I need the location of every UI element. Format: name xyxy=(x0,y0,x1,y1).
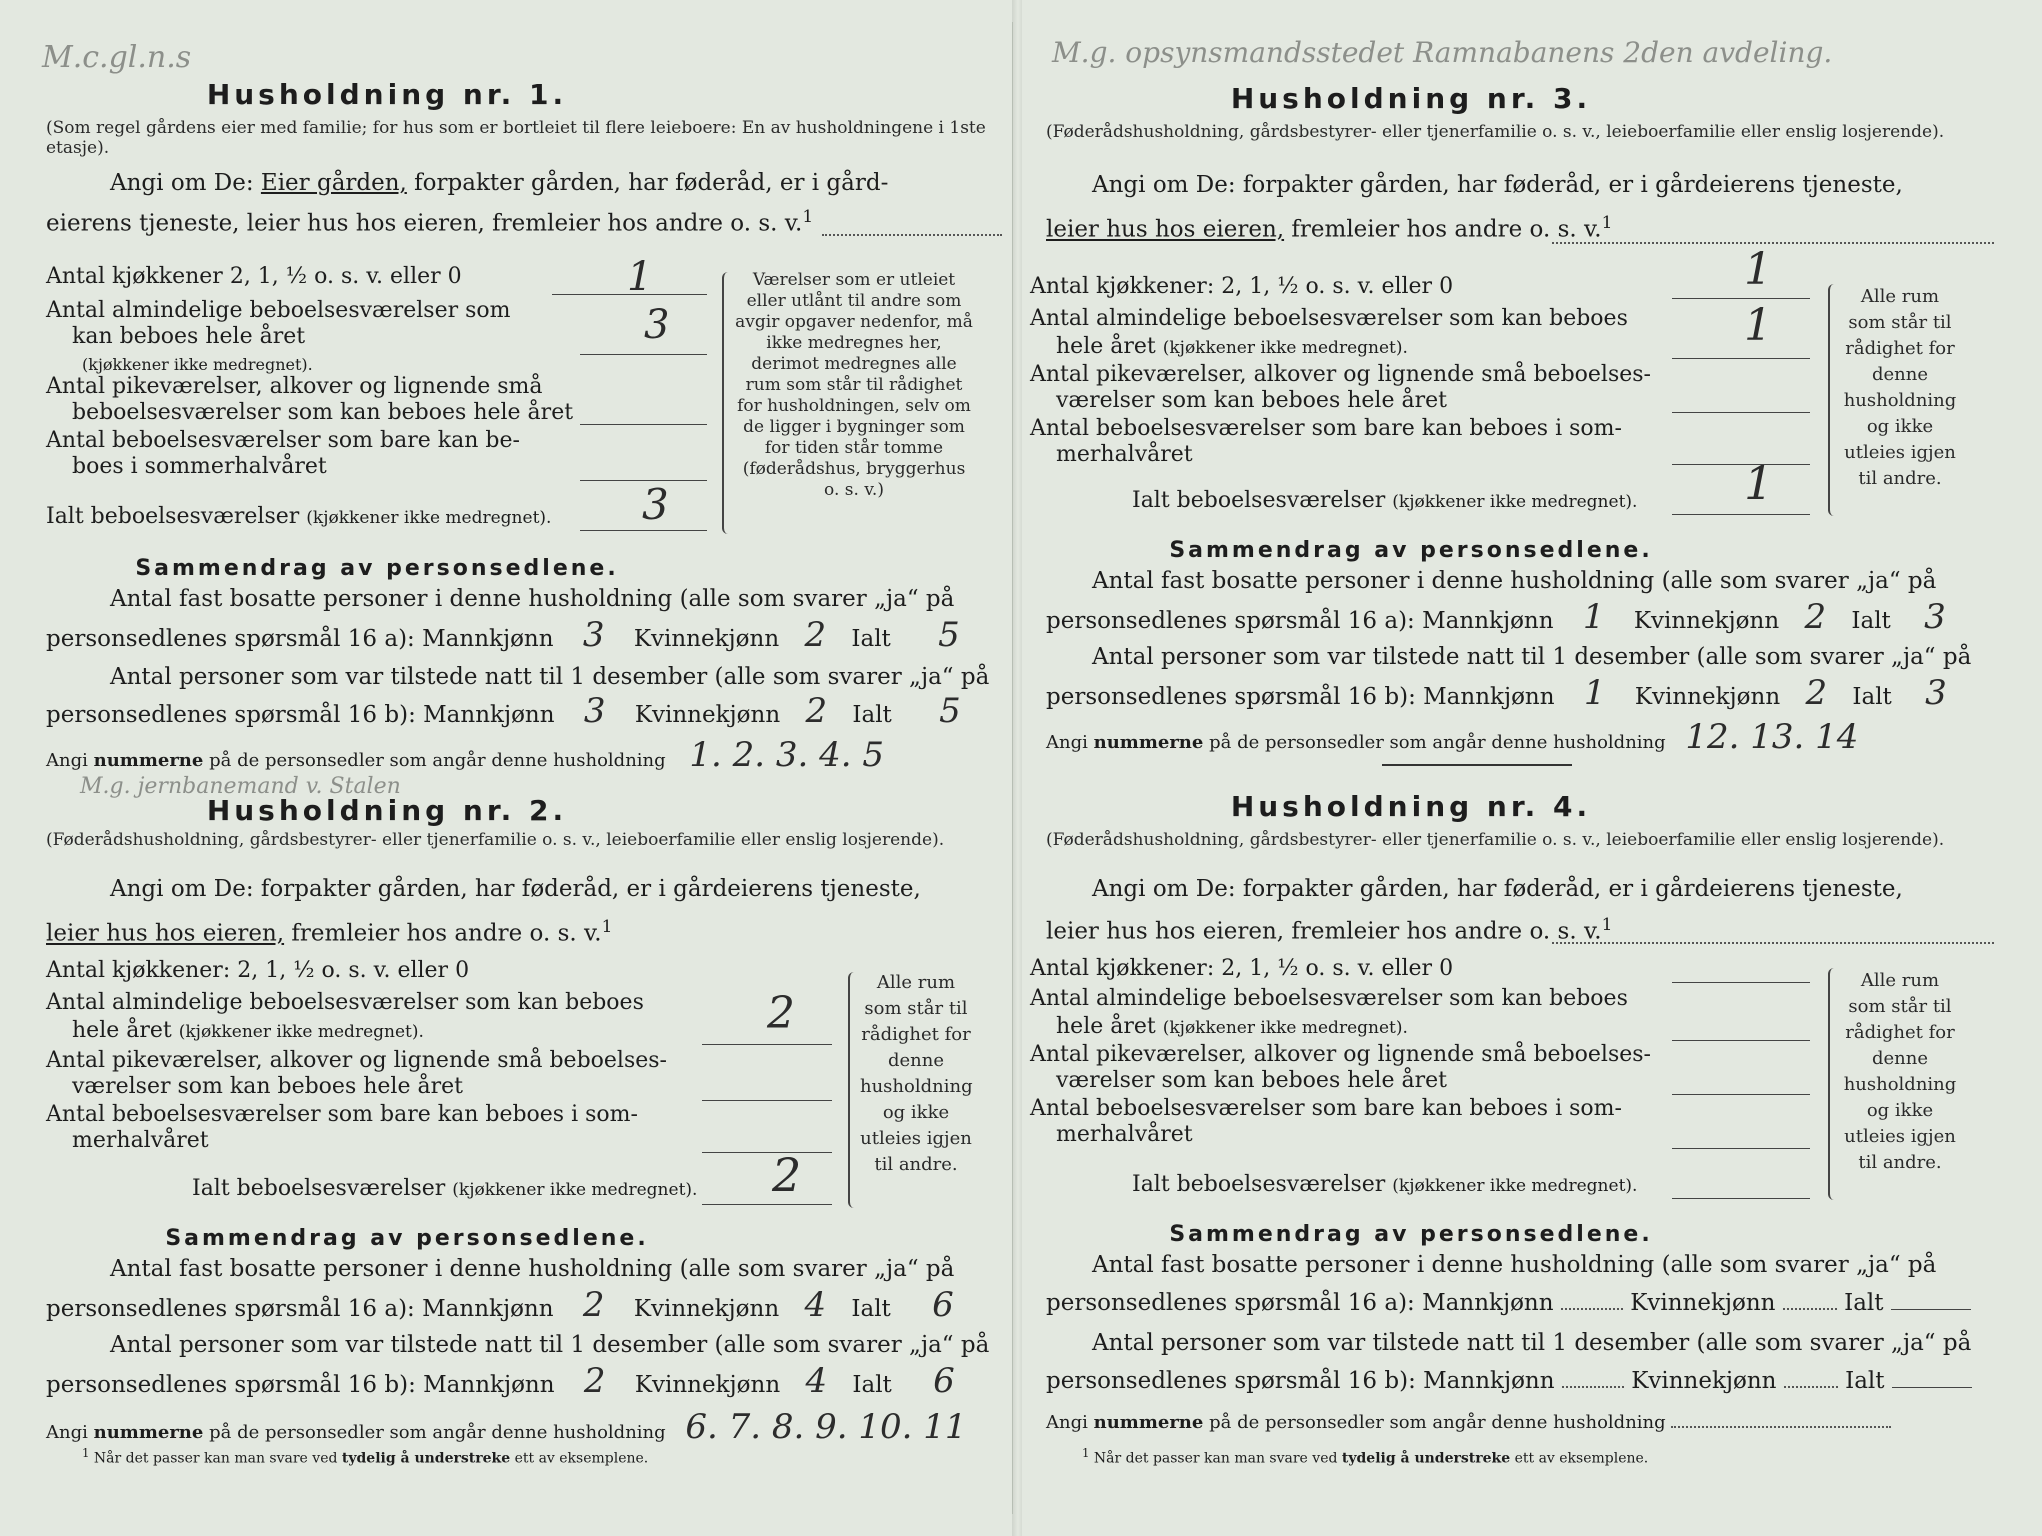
h1-kitchens-value: 1 xyxy=(627,254,653,300)
h3-16a: personsedlenes spørsmål 16 a): Mannkjønn 1 Kvinnekjønn 2 Ialt 3 xyxy=(1046,602,1996,636)
footnote-right: $^1$ Når det passer kan man svare ved tydelig å understreke ett av eksemplene. xyxy=(1082,1446,1649,1467)
h1-nummer-value: 1. 2. 3. 4. 5 xyxy=(689,735,885,775)
h1-angi-line1: Angi om De: Eier gården, forpakter gården, har føderåd, er i gård- xyxy=(110,170,889,196)
h3-kitchens-value: 1 xyxy=(1744,244,1772,295)
h4-angi-line2: leier hus hos eieren, fremleier hos andre o. s. v.$^1$ xyxy=(1046,915,1613,945)
h2-16a-ialt: 6 xyxy=(932,1285,954,1325)
h2-brace-note: Alle rum som står til rådighet for denne husholdning og ikke utleies igjen til andre. xyxy=(860,972,973,1175)
h2-ialt: Ialt beboelsesværelser (kjøkkener ikke medregnet). xyxy=(192,1176,698,1201)
h1-kitchens-label: Antal kjøkkener 2, 1, ½ o. s. v. eller 0 xyxy=(46,264,462,289)
page-fold xyxy=(1012,0,1022,1536)
h2-nummer-value: 6. 7. 8. 9. 10. 11 xyxy=(685,1407,967,1447)
h3-ialt-value: 1 xyxy=(1744,456,1774,510)
h3-note: (Føderådshusholdning, gårdsbestyrer- eller tjenerfamilie o. s. v., leieboerfamilie eller enslig losjerende). xyxy=(1046,122,1945,142)
h3-leier-underlined: leier hus hos eieren, xyxy=(1046,216,1285,243)
h1-16b-m: 3 xyxy=(583,691,606,731)
h1-16a-ialt: 5 xyxy=(938,615,960,655)
h2-angi-line2: leier hus hos eieren, fremleier hos andre o. s. v.$^1$ xyxy=(46,917,613,947)
h2-16b-m: 2 xyxy=(583,1361,606,1401)
h4-summary-title: Sammendrag av personsedlene. xyxy=(1169,1222,1653,1247)
h2-16b-k: 4 xyxy=(805,1361,828,1401)
h1-angi-line2: eierens tjeneste, leier hus hos eieren, fremleier hos andre o. s. v.$^1$ xyxy=(46,207,814,237)
h4-16a: personsedlenes spørsmål 16 a): Mannkjønn Kvinnekjønn Ialt xyxy=(1046,1288,1996,1318)
right-page: M.g. opsynsmandsstedet Ramnabanens 2den avdeling. Husholdning nr. 3. (Føderådshusholdning, gårdsbestyrer- eller tjenerfamilie o. s. v., leieboerfamilie eller enslig losjerende). Angi om De: forpakter gården, har føderåd, er i gårdeierens tjeneste, leier hus hos eieren, fremleier hos andre o. s. v.$^1$ Antal kjøkkener: 2, 1, ½ o. s. v. eller 0 1 Antal almindelige beboelsesværelser som kan beboes hele året (kjøkkener ikke medregnet). 1 Antal pikeværelser, alkover og lignende små beboelses- værelser som kan beboes hele året Antal beboelsesværelser som bare kan beboes i som- merhalvåret Ialt beboelsesværelser (kjøkkener ikke medregnet). 1 Alle rum som står til rådighet for denne husholdning og ikke utleies igjen til andre. Sammendrag av personsedlene. Antal fast bosatte personer i denne husholdning (alle som svarer „ja“ på personsedlenes spørsmål 16 a): Mannkjønn 1 Kvinnekjønn 2 Ialt 3 Antal personer som var tilstede natt til 1 desember (alle som svarer „ja“ på personsedlenes spørsmål 16 b): Mannkjønn 1 Kvinnekjønn 2 Ialt 3 Angi nummerne på de personsedler som angår denne husholdning 12. 13. 14 Husholdning nr. 4. (Føderådshusholdning, gårdsbestyrer- eller tjenerfamilie o. s. v., leieboerfamilie eller enslig losjerende). Angi om De: forpakter gården, har føderåd, er i gårdeierens tjeneste, leier hus hos eieren, fremleier hos andre o. s. v.$^1$ Antal kjøkkener: 2, 1, ½ o. s. v. eller 0 Antal almindelige beboelsesværelser som kan beboes hele året (kjøkkener ikke medregnet). Antal pikeværelser, alkover og lignende små beboelses- værelser som kan beboes hele året Antal beboelsesværelser som bare kan beboes i som- merhalvåret Ialt beboelsesværelser (kjøkkener ikke medregnet). Alle rum som står til rådighet for denne husholdning og ikke utleies igjen til andre. Sammendrag av personsedlene. Antal fast bosatte personer i denne husholdning (alle som svarer „ja“ på personsedlenes spørsmål 16 a): Mannkjønn Kvinnekjønn Ialt Antal personer som var tilstede natt til 1 desember (alle som svarer „ja“ på personsedlenes spørsmål 16 b): Mannkjønn Kvinnekjønn Ialt Angi nummerne på de personsedler som angår denne husholdning $^1$ Når det passer kan man svare ved tydelig å understreke ett av eksemplene. xyxy=(1022,22,2020,1514)
left-page: M.c.gl.n.s Husholdning nr. 1. (Som regel gårdens eier med familie; for hus som er bortleiet til flere leieboere: En av husholdningene i 1ste etasje). Angi om De: Eier gården, forpakter gården, har føderåd, er i gård- eierens tjeneste, leier hus hos eieren, fremleier hos andre o. s. v.$^1$ Antal kjøkkener 2, 1, ½ o. s. v. eller 0 1 Antal almindelige beboelsesværelser som kan beboes hele året (kjøkkener ikke medregnet). 3 Antal pikeværelser, alkover og lignende små beboelsesværelser som kan beboes hele året Antal beboelsesværelser som bare kan be- boes i sommerhalvåret Ialt beboelsesværelser (kjøkkener ikke medregnet). 3 Værelser som er utleiet eller utlånt til andre som avgir opgaver nedenfor, må ikke medregnes her, derimot medregnes alle rum som står til rådighet for husholdningen, selv om de ligger i bygninger som for tiden står tomme (føderådshus, bryggerhus o. s. v.) Sammendrag av personsedlene. Antal fast bosatte personer i denne husholdning (alle som svarer „ja“ på personsedlenes spørsmål 16 a): Mannkjønn 3 Kvinnekjønn 2 Ialt 5 Antal personer som var tilstede natt til 1 desember (alle som svarer „ja“ på personsedlenes spørsmål 16 b): Mannkjønn 3 Kvinnekjønn 2 Ialt 5 Angi nummerne på de personsedler som angår denne husholdning 1. 2. 3. 4. 5 M.g. jernbanemand v. Stalen Husholdning nr. 2. (Føderådshusholdning, gårdsbestyrer- eller tjenerfamilie o. s. v., leieboerfamilie eller enslig losjerende). Angi om De: forpakter gården, har føderåd, er i gårdeierens tjeneste, leier hus hos eieren, fremleier hos andre o. s. v.$^1$ Antal kjøkkener: 2, 1, ½ o. s. v. eller 0 Antal almindelige beboelsesværelser som kan beboes hele året (kjøkkener ikke medregnet). 2 Antal pikeværelser, alkover og lignende små beboelses- værelser som kan beboes hele året Antal beboelsesværelser som bare kan beboes i som- merhalvåret Ialt beboelsesværelser (kjøkkener ikke medregnet). 2 Alle rum som står til rådighet for denne husholdning og ikke utleies igjen til andre. Sammendrag av personsedlene. Antal fast bosatte personer i denne husholdning (alle som svarer „ja“ på personsedlenes spørsmål 16 a): Mannkjønn 2 Kvinnekjønn 4 Ialt 6 Antal personer som var tilstede natt til 1 desember (alle som svarer „ja“ på personsedlenes spørsmål 16 b): Mannkjønn 2 Kvinnekjønn 4 Ialt 6 Angi nummerne på de personsedler som angår denne husholdning 6. 7. 8. 9. 10. 11 $^1$ Når det passer kan man svare ved tydelig å understreke ett av eksemplene. xyxy=(22,22,1013,1514)
h1-16b: personsedlenes spørsmål 16 b): Mannkjønn 3 Kvinnekjønn 2 Ialt 5 xyxy=(46,696,988,730)
h2-leier-underlined: leier hus hos eieren, xyxy=(46,920,285,947)
h3-nummer: Angi nummerne på de personsedler som angår denne husholdning 12. 13. 14 xyxy=(1046,717,1859,757)
h1-16a-k: 2 xyxy=(804,615,827,655)
h3-angi-line2: leier hus hos eieren, fremleier hos andre o. s. v.$^1$ xyxy=(1046,213,1613,243)
h1-rooms-value: 3 xyxy=(644,302,670,348)
h4-nummer: Angi nummerne på de personsedler som angår denne husholdning xyxy=(1046,1408,1996,1438)
h2-nummer: Angi nummerne på de personsedler som angår denne husholdning 6. 7. 8. 9. 10. 11 xyxy=(46,1407,967,1447)
h3-16a-m: 1 xyxy=(1582,597,1605,637)
footnote-left: $^1$ Når det passer kan man svare ved tydelig å understreke ett av eksemplene. xyxy=(82,1446,649,1467)
h1-16b-k: 2 xyxy=(805,691,828,731)
h3-brace-note: Alle rum som står til rådighet for denne husholdning og ikke utleies igjen til andre. xyxy=(1843,286,1957,489)
pencil-note-right: M.g. opsynsmandsstedet Ramnabanens 2den avdeling. xyxy=(1052,36,1833,69)
h4-note: (Føderådshusholdning, gårdsbestyrer- eller tjenerfamilie o. s. v., leieboerfamilie eller enslig losjerende). xyxy=(1046,830,1945,850)
h3-16a-ialt: 3 xyxy=(1924,597,1946,637)
h1-16b-ialt: 5 xyxy=(939,691,961,731)
h2-16a-m: 2 xyxy=(582,1285,605,1325)
h2-16b-ialt: 6 xyxy=(933,1361,955,1401)
h1-note: (Som regel gårdens eier med familie; for hus som er bortleiet til flere leieboere: En av husholdningene i 1ste etasje). xyxy=(46,118,986,158)
h1-16a-m: 3 xyxy=(582,615,605,655)
h2-16b: personsedlenes spørsmål 16 b): Mannkjønn 2 Kvinnekjønn 4 Ialt 6 xyxy=(46,1366,988,1400)
h4-ialt: Ialt beboelsesværelser (kjøkkener ikke medregnet). xyxy=(1132,1172,1638,1197)
h1-summary-title: Sammendrag av personsedlene. xyxy=(135,556,619,581)
h2-title: Husholdning nr. 2. xyxy=(206,794,568,827)
h3-rooms-value: 1 xyxy=(1744,300,1772,351)
h2-16a-k: 4 xyxy=(804,1285,827,1325)
h1-nummer: Angi nummerne på de personsedler som angår denne husholdning 1. 2. 3. 4. 5 xyxy=(46,735,885,775)
pencil-note: M.c.gl.n.s xyxy=(42,40,192,75)
h3-ialt: Ialt beboelsesværelser (kjøkkener ikke medregnet). xyxy=(1132,488,1638,513)
h2-16a: personsedlenes spørsmål 16 a): Mannkjønn 2 Kvinnekjønn 4 Ialt 6 xyxy=(46,1290,988,1324)
h3-title: Husholdning nr. 3. xyxy=(1230,82,1592,115)
h2-ialt-value: 2 xyxy=(772,1148,802,1202)
h4-title: Husholdning nr. 4. xyxy=(1230,790,1592,823)
h1-16a: personsedlenes spørsmål 16 a): Mannkjønn 3 Kvinnekjønn 2 Ialt 5 xyxy=(46,620,988,654)
h2-rooms-value: 2 xyxy=(767,988,795,1039)
h3-16b-ialt: 3 xyxy=(1925,673,1947,713)
h1-eier-underlined: Eier gården, xyxy=(260,170,407,196)
h1-ialt-value: 3 xyxy=(642,480,669,529)
h3-nummer-value: 12. 13. 14 xyxy=(1685,717,1859,757)
h2-pencil-note: M.g. jernbanemand v. Stalen xyxy=(80,774,401,799)
h4-16b: personsedlenes spørsmål 16 b): Mannkjønn Kvinnekjønn Ialt xyxy=(1046,1366,1996,1396)
h2-summary-title: Sammendrag av personsedlene. xyxy=(165,1226,649,1251)
h1-title: Husholdning nr. 1. xyxy=(206,78,568,111)
h2-note: (Føderådshusholdning, gårdsbestyrer- eller tjenerfamilie o. s. v., leieboerfamilie eller enslig losjerende). xyxy=(46,830,945,850)
h3-16b: personsedlenes spørsmål 16 b): Mannkjønn 1 Kvinnekjønn 2 Ialt 3 xyxy=(1046,678,1996,712)
h3-16b-k: 2 xyxy=(1805,673,1828,713)
h3-summary-title: Sammendrag av personsedlene. xyxy=(1169,538,1653,563)
h3-16b-m: 1 xyxy=(1583,673,1606,713)
h4-brace-note: Alle rum som står til rådighet for denne husholdning og ikke utleies igjen til andre. xyxy=(1843,970,1957,1173)
h3-16a-k: 2 xyxy=(1804,597,1827,637)
h1-brace-note: Værelser som er utleiet eller utlånt til andre som avgir opgaver nedenfor, må ikke medregnes her, derimot medregnes alle rum som står til rådighet for husholdningen, selv om de ligger i bygninger som for tiden står tomme (føderådshus, bryggerhus o. s. v.) xyxy=(735,270,973,500)
h1-ialt: Ialt beboelsesværelser (kjøkkener ikke medregnet). xyxy=(46,504,552,529)
